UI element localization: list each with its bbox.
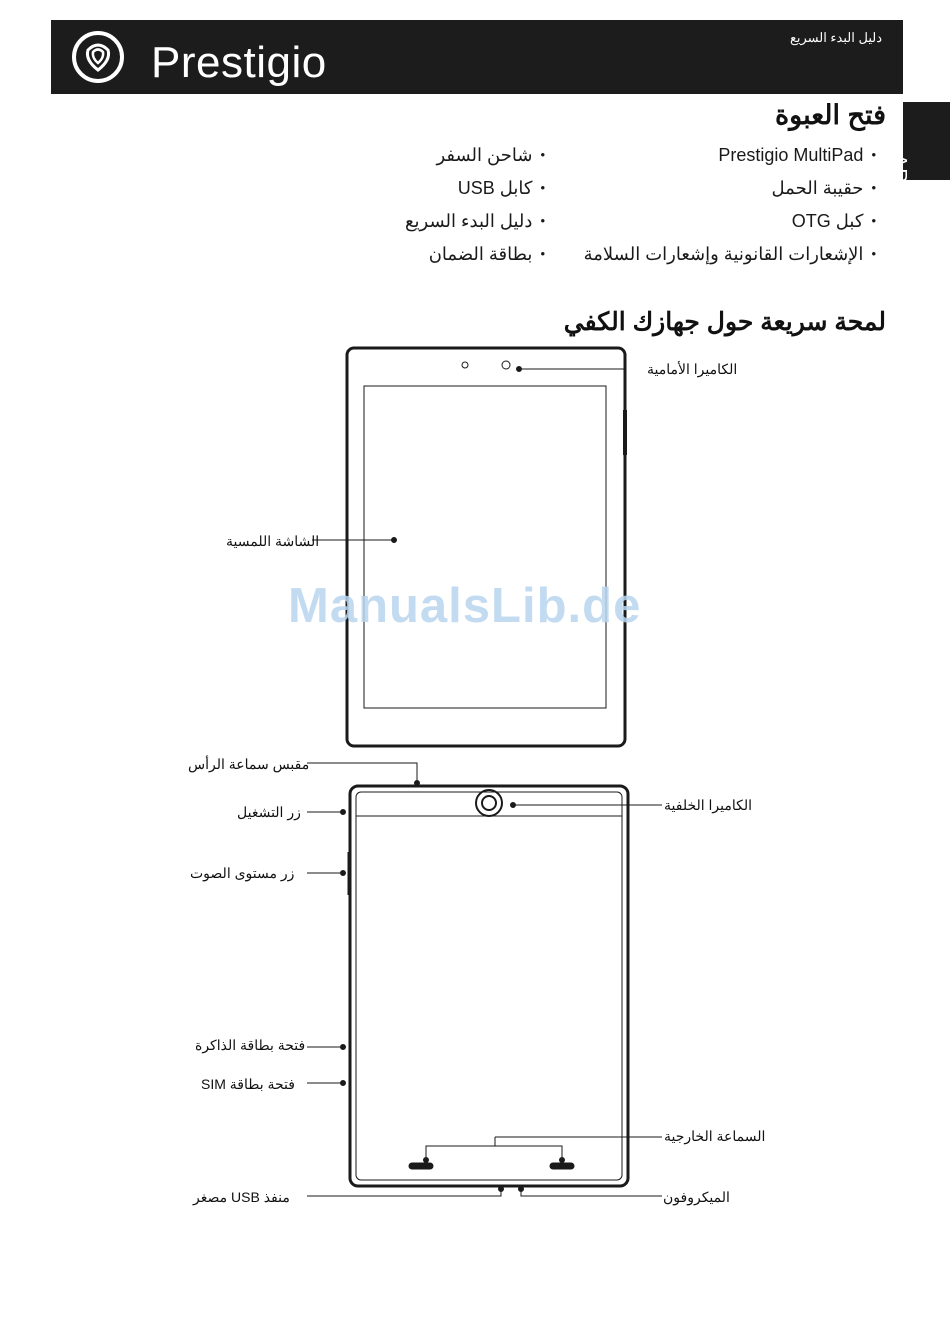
callout-dot	[341, 871, 346, 876]
sensor-dot	[462, 362, 468, 368]
list-item: • دليل البدء السريع	[405, 211, 545, 244]
brand-name: Prestigio	[151, 38, 327, 87]
tablet-front-body	[347, 348, 625, 746]
watermark: ManualsLib.de	[288, 579, 642, 633]
callout-dot	[341, 810, 346, 815]
tablet-front-view	[347, 348, 625, 746]
front-camera-lens	[502, 361, 510, 369]
callout-dot	[511, 803, 516, 808]
back-inner-edge	[356, 792, 622, 1180]
speaker-grille-right	[550, 1163, 574, 1169]
label-headset-jack: مقبس سماعة الرأس	[188, 756, 310, 772]
list-item: • الإشعارات القانونية وإشعارات السلامة	[584, 244, 876, 277]
label-microphone: الميكروفون	[663, 1189, 730, 1205]
list-item: • حقيبة الحمل	[584, 178, 876, 211]
label-sim-slot: فتحة بطاقة SIM	[201, 1076, 295, 1092]
tablet-back-view	[349, 786, 628, 1186]
box-contents-title: فتح العبوة	[775, 100, 886, 130]
callout-dot	[415, 781, 420, 786]
callout-dot	[424, 1158, 429, 1163]
callout-dot	[560, 1158, 565, 1163]
speaker-grille-left	[409, 1163, 433, 1169]
document-title: دليل البدء السريع	[789, 30, 882, 45]
label-memory-card-slot: فتحة بطاقة الذاكرة	[195, 1037, 306, 1053]
list-item: • كابل USB	[405, 178, 545, 211]
callout-dot	[341, 1081, 346, 1086]
label-usb-port: منفذ USB مصغر	[193, 1189, 290, 1205]
callout-dot	[499, 1187, 504, 1192]
tablet-back-body	[350, 786, 628, 1186]
label-front-camera: الكاميرا الأمامية	[647, 361, 738, 377]
callout-dot	[341, 1045, 346, 1050]
callout-dot	[517, 367, 522, 372]
list-item: • كبل OTG	[584, 211, 876, 244]
rear-camera-ring	[476, 790, 502, 816]
list-item: • Prestigio MultiPad	[584, 145, 876, 178]
list-item: • شاحن السفر	[405, 145, 545, 178]
callout-dot	[519, 1187, 524, 1192]
overview-title: لمحة سريعة حول جهازك الكفي	[563, 308, 886, 336]
label-touch-screen: الشاشة اللمسية	[226, 533, 320, 549]
label-volume-button: زر مستوى الصوت	[190, 865, 295, 881]
list-item: • بطاقة الضمان	[405, 244, 545, 277]
touch-screen-area	[364, 386, 606, 708]
label-power-button: زر التشغيل	[237, 804, 301, 820]
callout-dot	[392, 538, 397, 543]
label-rear-camera: الكاميرا الخلفية	[664, 797, 753, 813]
language-code: AR	[888, 154, 910, 184]
label-speaker: السماعة الخارجية	[664, 1128, 766, 1144]
callout-lines	[307, 367, 662, 1197]
rear-camera-lens	[482, 796, 496, 810]
